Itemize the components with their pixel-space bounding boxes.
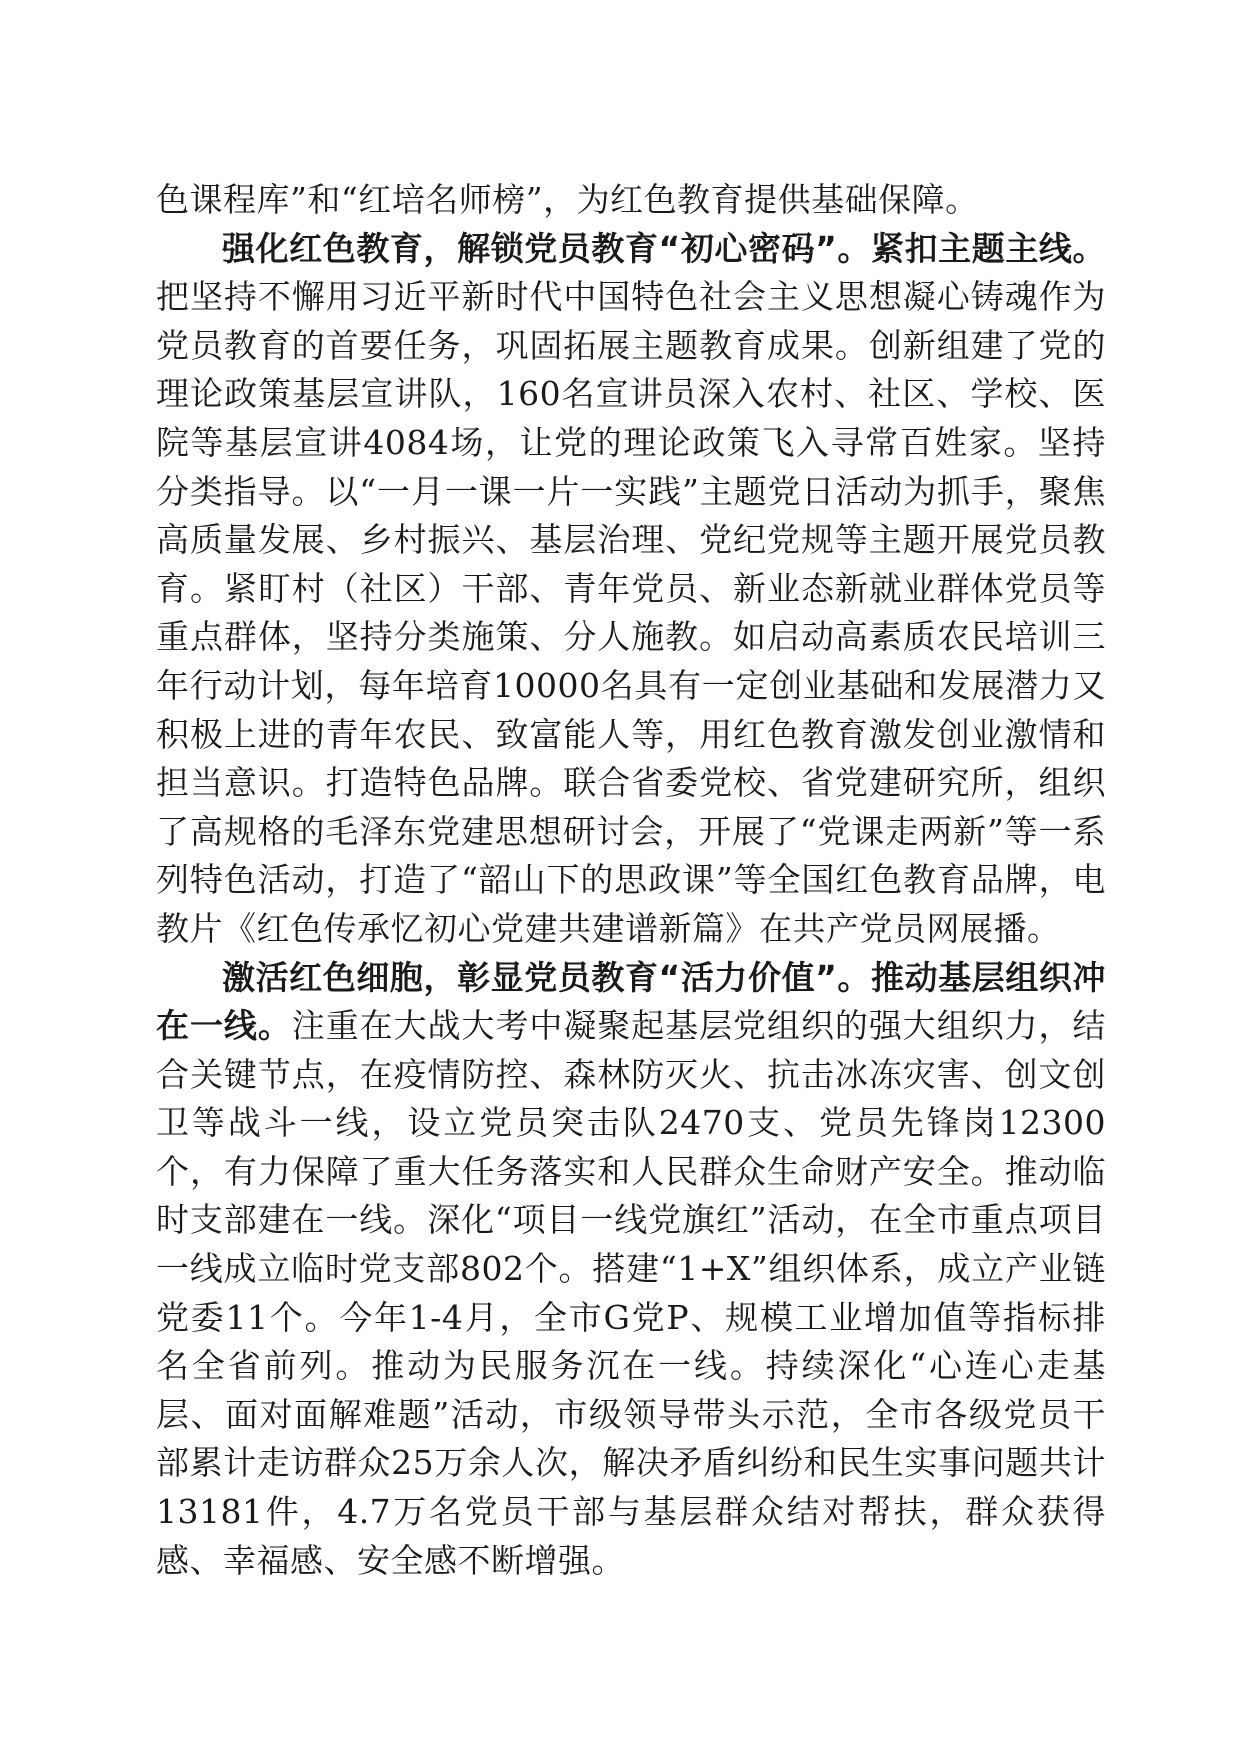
paragraph-lead-heading: 强化红色教育，解锁党员教育“初心密码”。紧扣主题主线。 [222,228,1106,268]
paragraph-text: 把坚持不懈用习近平新时代中国特色社会主义思想凝心铸魂作为党员教育的首要任务，巩固拓展主题教育成果。创新组建了党的理论政策基层宣讲队，160名宣讲员深入农村、社区、学校、医院等基层宣讲4084场，让党的理论政策飞入寻常百姓家。坚持分类指导。以“一月一课一片一实践”主题党日活动为抓手，聚焦高质量发展、乡村振兴、基层治理、党纪党规等主题开展党员教育。紧盯村（社区）干部、青年党员、新业态新就业群体党员等重点群体，坚持分类施策、分人施教。如启动高素质农民培训三年行动计划，每年培育10000名具有一定创业基础和发展潜力又积极上进的青年农民、致富能人等，用红色教育激发创业激情和担当意识。打造特色品牌。联合省委党校、省党建研究所，组织了高规格的毛泽东党建思想研讨会，开展了“党课走两新”等一系列特色活动，打造了“韶山下的思政课”等全国红色教育品牌，电教片《红色传承忆初心党建共建谱新篇》在共产党员网展播。 [156,277,1106,948]
paragraph-red-cells [156,954,1106,1586]
document-body [156,176,1106,1585]
paragraph-text: 注重在大战大考中凝聚起基层党组织的强大组织力，结合关键节点，在疫情防控、森林防灭火、抗击冰冻灾害、创文创卫等战斗一线，设立党员突击队2470支、党员先锋岗12300个，有力保障了重大任务落实和人民群众生命财产安全。推动临时支部建在一线。深化“项目一线党旗红”活动，在全市重点项目一线成立临时党支部802个。搭建“1+X”组织体系，成立产业链党委11个。今年1-4月，全市G党P、规模工业增加值等指标排名全省前列。推动为民服务沉在一线。持续深化“心连心走基层、面对面解难题”活动，市级领导带头示范，全市各级党员干部累计走访群众25万余人次，解决矛盾纠纷和民生实事问题共计13181件，4.7万名党员干部与基层群众结对帮扶，群众获得感、幸福感、安全感不断增强。 [156,1006,1107,1580]
paragraph-red-education [156,225,1106,954]
paragraph-lead-heading: 激活红色细胞，彰显党员教育“活力价值”。推动基层组织冲在一线。 [156,957,1106,1046]
paragraph-continuation: 色课程库”和“红培名师榜”，为红色教育提供基础保障。 [156,180,979,219]
